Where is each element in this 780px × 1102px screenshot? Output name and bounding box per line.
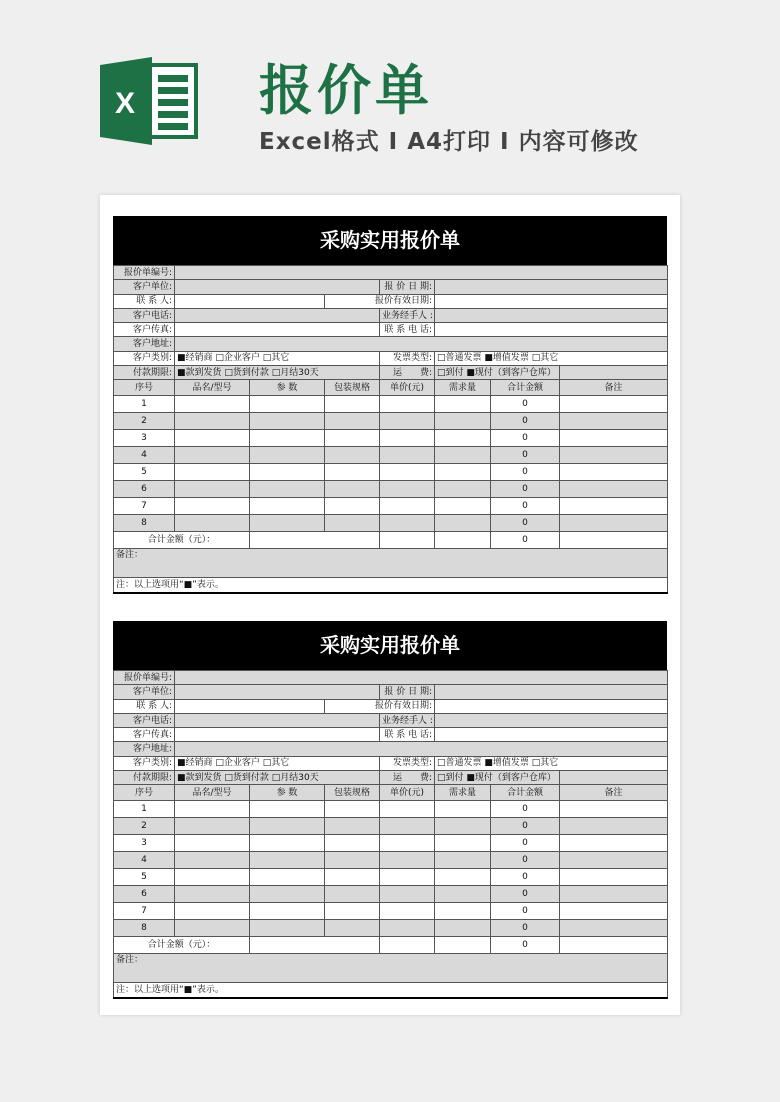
handler-label: 业务经手人 : (380, 308, 435, 322)
quantity-cell[interactable] (435, 430, 491, 447)
fax-field[interactable] (175, 323, 380, 337)
row-remark-cell[interactable] (560, 835, 668, 852)
package-cell[interactable] (325, 852, 380, 869)
row-remark-cell[interactable] (560, 413, 668, 430)
price-cell[interactable] (380, 447, 435, 464)
package-cell[interactable] (325, 835, 380, 852)
row-number: 3 (114, 835, 175, 852)
column-header: 参 数 (250, 380, 325, 396)
row-remark-cell[interactable] (560, 852, 668, 869)
phone-field[interactable] (175, 308, 380, 322)
address-field[interactable] (175, 337, 668, 351)
column-header: 品名/型号 (175, 380, 250, 396)
quote-table (113, 670, 668, 999)
sum-qty (435, 937, 491, 954)
param-cell[interactable] (250, 447, 325, 464)
quantity-cell[interactable] (435, 903, 491, 920)
phone-field[interactable] (175, 713, 380, 727)
item-name-cell[interactable] (175, 447, 250, 464)
row-remark-cell[interactable] (560, 886, 668, 903)
item-name-cell[interactable] (175, 430, 250, 447)
customer-type-options[interactable]: ■经销商 □企业客户 □其它 (175, 756, 380, 770)
column-header: 合计金额 (491, 380, 560, 396)
handler-field[interactable] (435, 713, 668, 727)
param-cell[interactable] (250, 835, 325, 852)
price-cell[interactable] (380, 430, 435, 447)
quote-form (113, 621, 667, 999)
item-name-cell[interactable] (175, 801, 250, 818)
row-total-cell: 0 (491, 396, 560, 413)
invoice-type-options[interactable]: □普通发票 ■增值发票 □其它 (435, 351, 668, 365)
row-remark-cell[interactable] (560, 903, 668, 920)
sum-value: 0 (491, 532, 560, 549)
column-header: 需求量 (435, 380, 491, 396)
item-name-cell[interactable] (175, 852, 250, 869)
param-cell[interactable] (250, 869, 325, 886)
sum-qty (435, 532, 491, 549)
table-row (114, 852, 668, 869)
row-number: 1 (114, 396, 175, 413)
quote-no-label: 报价单编号: (114, 266, 175, 280)
row-number: 6 (114, 481, 175, 498)
row-remark-cell[interactable] (560, 464, 668, 481)
sum-label: 合计金额（元）： (114, 532, 250, 549)
form-title: 采购实用报价单 (113, 621, 667, 670)
quantity-cell[interactable] (435, 413, 491, 430)
valid-date-field[interactable] (435, 294, 668, 308)
table-row (114, 920, 668, 937)
fax-label: 客户传真: (114, 728, 175, 742)
invoice-type-label: 发票类型: (380, 756, 435, 770)
param-cell[interactable] (250, 920, 325, 937)
quantity-cell[interactable] (435, 886, 491, 903)
svg-text:X: X (114, 87, 136, 120)
contact-label: 联 系 人: (114, 699, 175, 713)
column-header: 备注 (560, 380, 668, 396)
sum-price (380, 937, 435, 954)
item-name-cell[interactable] (175, 818, 250, 835)
column-header: 备注 (560, 785, 668, 801)
customer-unit-field[interactable] (175, 280, 380, 294)
item-name-cell[interactable] (175, 498, 250, 515)
contact-phone-field[interactable] (435, 323, 668, 337)
quantity-cell[interactable] (435, 920, 491, 937)
quantity-cell[interactable] (435, 869, 491, 886)
handler-label: 业务经手人 : (380, 713, 435, 727)
row-total-cell: 0 (491, 498, 560, 515)
contact-phone-field[interactable] (435, 728, 668, 742)
row-total-cell: 0 (491, 818, 560, 835)
column-header: 单价(元) (380, 380, 435, 396)
row-number: 1 (114, 801, 175, 818)
param-cell[interactable] (250, 886, 325, 903)
remarks-field[interactable]: 备注： (114, 954, 668, 983)
table-row (114, 498, 668, 515)
row-total-cell: 0 (491, 835, 560, 852)
sum-remark (560, 937, 668, 954)
quote-date-field[interactable] (435, 280, 668, 294)
price-cell[interactable] (380, 886, 435, 903)
package-cell[interactable] (325, 464, 380, 481)
remarks-field[interactable]: 备注： (114, 549, 668, 578)
sum-label: 合计金额（元）： (114, 937, 250, 954)
item-name-cell[interactable] (175, 903, 250, 920)
freight-options[interactable]: □到付 ■现付（到客户仓库） (435, 366, 560, 380)
fax-label: 客户传真: (114, 323, 175, 337)
table-row (114, 903, 668, 920)
row-number: 2 (114, 818, 175, 835)
row-number: 8 (114, 515, 175, 532)
row-total-cell: 0 (491, 903, 560, 920)
row-total-cell: 0 (491, 515, 560, 532)
sum-blank (250, 532, 380, 549)
row-total-cell: 0 (491, 464, 560, 481)
row-total-cell: 0 (491, 886, 560, 903)
row-number: 5 (114, 464, 175, 481)
package-cell[interactable] (325, 447, 380, 464)
table-row (114, 869, 668, 886)
excel-logo-icon (100, 57, 198, 145)
row-total-cell: 0 (491, 801, 560, 818)
contact-phone-label: 联 系 电 话: (380, 323, 435, 337)
column-header: 需求量 (435, 785, 491, 801)
package-cell[interactable] (325, 886, 380, 903)
price-cell[interactable] (380, 481, 435, 498)
param-cell[interactable] (250, 413, 325, 430)
param-cell[interactable] (250, 801, 325, 818)
table-row (114, 464, 668, 481)
payment-label: 付款期限: (114, 366, 175, 380)
price-cell[interactable] (380, 801, 435, 818)
row-number: 5 (114, 869, 175, 886)
row-total-cell: 0 (491, 430, 560, 447)
package-cell[interactable] (325, 903, 380, 920)
row-number: 7 (114, 498, 175, 515)
quote-date-label: 报 价 日 期: (380, 280, 435, 294)
quantity-cell[interactable] (435, 852, 491, 869)
row-remark-cell[interactable] (560, 869, 668, 886)
contact-field[interactable] (175, 294, 325, 308)
customer-type-label: 客户类别: (114, 351, 175, 365)
customer-unit-label: 客户单位: (114, 685, 175, 699)
sum-price (380, 532, 435, 549)
row-remark-cell[interactable] (560, 396, 668, 413)
valid-date-label: 报价有效日期: (325, 699, 435, 713)
row-number: 6 (114, 886, 175, 903)
quote-no-field[interactable] (175, 671, 668, 685)
row-remark-cell[interactable] (560, 515, 668, 532)
row-number: 8 (114, 920, 175, 937)
row-total-cell: 0 (491, 447, 560, 464)
handler-field[interactable] (435, 308, 668, 322)
quantity-cell[interactable] (435, 396, 491, 413)
freight-extra-field[interactable] (560, 771, 668, 785)
quantity-cell[interactable] (435, 515, 491, 532)
freight-options[interactable]: □到付 ■现付（到客户仓库） (435, 771, 560, 785)
note-text: 注：以上选项用“■”表示。 (114, 983, 668, 998)
valid-date-label: 报价有效日期: (325, 294, 435, 308)
item-name-cell[interactable] (175, 396, 250, 413)
customer-type-options[interactable]: ■经销商 □企业客户 □其它 (175, 351, 380, 365)
price-cell[interactable] (380, 835, 435, 852)
column-header: 序号 (114, 380, 175, 396)
fax-field[interactable] (175, 728, 380, 742)
quote-no-label: 报价单编号: (114, 671, 175, 685)
package-cell[interactable] (325, 396, 380, 413)
quote-date-label: 报 价 日 期: (380, 685, 435, 699)
valid-date-field[interactable] (435, 699, 668, 713)
item-name-cell[interactable] (175, 413, 250, 430)
item-name-cell[interactable] (175, 869, 250, 886)
freight-extra-field[interactable] (560, 366, 668, 380)
payment-options[interactable]: ■款到发货 □货到付款 □月结30天 (175, 366, 380, 380)
package-cell[interactable] (325, 515, 380, 532)
table-row (114, 818, 668, 835)
invoice-type-label: 发票类型: (380, 351, 435, 365)
quote-date-field[interactable] (435, 685, 668, 699)
contact-field[interactable] (175, 699, 325, 713)
item-name-cell[interactable] (175, 515, 250, 532)
quantity-cell[interactable] (435, 464, 491, 481)
address-label: 客户地址: (114, 742, 175, 756)
quantity-cell[interactable] (435, 498, 491, 515)
invoice-type-options[interactable]: □普通发票 ■增值发票 □其它 (435, 756, 668, 770)
table-row (114, 430, 668, 447)
table-row (114, 396, 668, 413)
column-header: 包装规格 (325, 785, 380, 801)
customer-type-label: 客户类别: (114, 756, 175, 770)
address-field[interactable] (175, 742, 668, 756)
param-cell[interactable] (250, 396, 325, 413)
price-cell[interactable] (380, 464, 435, 481)
package-cell[interactable] (325, 920, 380, 937)
customer-unit-label: 客户单位: (114, 280, 175, 294)
package-cell[interactable] (325, 498, 380, 515)
row-number: 4 (114, 852, 175, 869)
form-title: 采购实用报价单 (113, 216, 667, 265)
row-number: 4 (114, 447, 175, 464)
price-cell[interactable] (380, 396, 435, 413)
quantity-cell[interactable] (435, 835, 491, 852)
price-cell[interactable] (380, 818, 435, 835)
row-remark-cell[interactable] (560, 447, 668, 464)
table-row (114, 515, 668, 532)
price-cell[interactable] (380, 515, 435, 532)
package-cell[interactable] (325, 481, 380, 498)
contact-phone-label: 联 系 电 话: (380, 728, 435, 742)
quantity-cell[interactable] (435, 447, 491, 464)
payment-options[interactable]: ■款到发货 □货到付款 □月结30天 (175, 771, 380, 785)
param-cell[interactable] (250, 852, 325, 869)
quote-form (113, 216, 667, 594)
sum-value: 0 (491, 937, 560, 954)
row-number: 2 (114, 413, 175, 430)
table-row (114, 886, 668, 903)
table-row (114, 801, 668, 818)
price-cell[interactable] (380, 498, 435, 515)
column-header: 合计金额 (491, 785, 560, 801)
row-total-cell: 0 (491, 481, 560, 498)
freight-label: 运 费: (380, 771, 435, 785)
param-cell[interactable] (250, 515, 325, 532)
param-cell[interactable] (250, 430, 325, 447)
param-cell[interactable] (250, 498, 325, 515)
row-number: 7 (114, 903, 175, 920)
row-remark-cell[interactable] (560, 430, 668, 447)
address-label: 客户地址: (114, 337, 175, 351)
price-cell[interactable] (380, 903, 435, 920)
customer-unit-field[interactable] (175, 685, 380, 699)
sum-blank (250, 937, 380, 954)
phone-label: 客户电话: (114, 713, 175, 727)
quantity-cell[interactable] (435, 818, 491, 835)
package-cell[interactable] (325, 801, 380, 818)
quantity-cell[interactable] (435, 801, 491, 818)
freight-label: 运 费: (380, 366, 435, 380)
row-number: 3 (114, 430, 175, 447)
row-total-cell: 0 (491, 869, 560, 886)
column-header: 单价(元) (380, 785, 435, 801)
package-cell[interactable] (325, 430, 380, 447)
param-cell[interactable] (250, 903, 325, 920)
sum-remark (560, 532, 668, 549)
phone-label: 客户电话: (114, 308, 175, 322)
payment-label: 付款期限: (114, 771, 175, 785)
page-subtitle: Excel格式 I A4打印 I 内容可修改 (259, 129, 639, 155)
row-remark-cell[interactable] (560, 481, 668, 498)
item-name-cell[interactable] (175, 920, 250, 937)
note-text: 注：以上选项用“■”表示。 (114, 578, 668, 593)
row-total-cell: 0 (491, 920, 560, 937)
price-cell[interactable] (380, 920, 435, 937)
table-row (114, 447, 668, 464)
item-name-cell[interactable] (175, 481, 250, 498)
price-cell[interactable] (380, 413, 435, 430)
table-row (114, 413, 668, 430)
row-remark-cell[interactable] (560, 818, 668, 835)
item-name-cell[interactable] (175, 886, 250, 903)
param-cell[interactable] (250, 818, 325, 835)
package-cell[interactable] (325, 818, 380, 835)
item-name-cell[interactable] (175, 835, 250, 852)
column-header: 序号 (114, 785, 175, 801)
table-row (114, 481, 668, 498)
page-title: 报价单 (259, 59, 433, 122)
price-cell[interactable] (380, 869, 435, 886)
row-remark-cell[interactable] (560, 801, 668, 818)
quantity-cell[interactable] (435, 481, 491, 498)
column-header: 参 数 (250, 785, 325, 801)
contact-label: 联 系 人: (114, 294, 175, 308)
row-total-cell: 0 (491, 413, 560, 430)
param-cell[interactable] (250, 464, 325, 481)
param-cell[interactable] (250, 481, 325, 498)
row-remark-cell[interactable] (560, 920, 668, 937)
package-cell[interactable] (325, 413, 380, 430)
quote-no-field[interactable] (175, 266, 668, 280)
item-name-cell[interactable] (175, 464, 250, 481)
table-row (114, 835, 668, 852)
row-remark-cell[interactable] (560, 498, 668, 515)
quote-table (113, 265, 668, 594)
package-cell[interactable] (325, 869, 380, 886)
column-header: 品名/型号 (175, 785, 250, 801)
price-cell[interactable] (380, 852, 435, 869)
row-total-cell: 0 (491, 852, 560, 869)
column-header: 包装规格 (325, 380, 380, 396)
